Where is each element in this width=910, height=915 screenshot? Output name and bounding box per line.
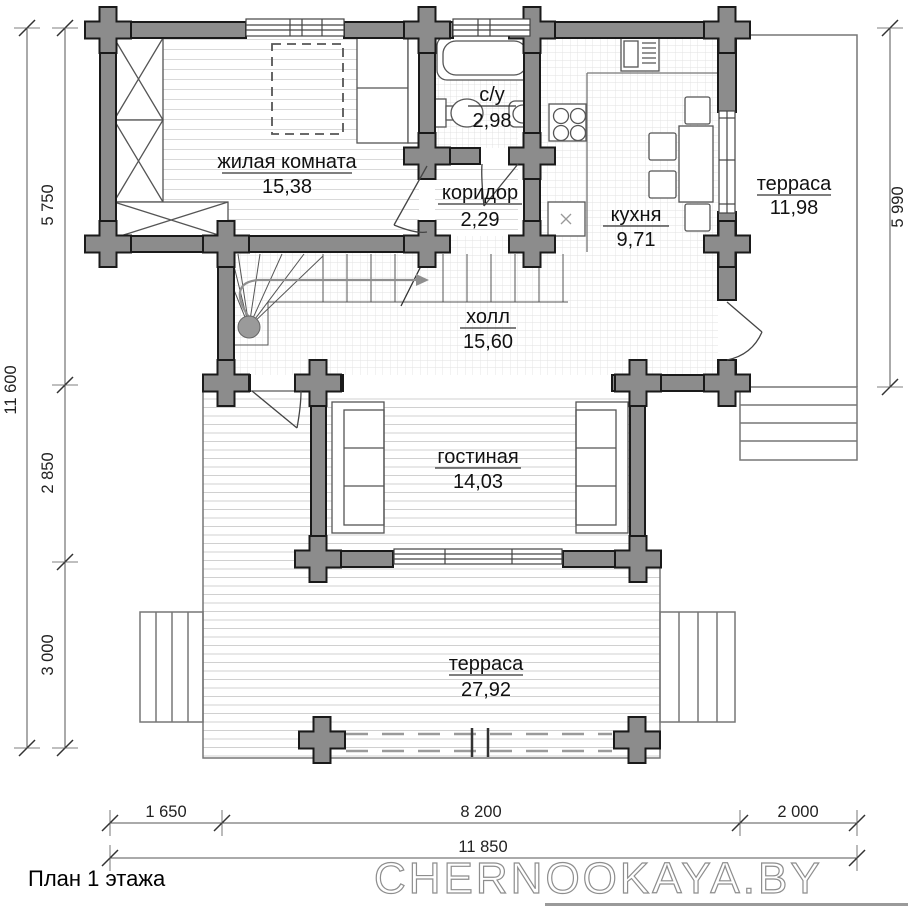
svg-text:терраса: терраса [448,653,524,675]
svg-text:гостиная: гостиная [437,446,519,468]
svg-text:9,71: 9,71 [616,229,656,251]
door-terrace [727,302,762,360]
room-label-terrace-right [757,173,832,219]
stove [549,104,586,141]
terrace-bottom-floor-left [203,391,311,758]
dim-label-left-total: 11 600 [2,365,20,415]
svg-text:15,60: 15,60 [462,331,514,353]
dim-label-left-mid: 2 850 [39,452,57,494]
svg-text:терраса: терраса [756,173,832,195]
svg-text:с/у: с/у [479,84,505,106]
dim-label-bottom-mid: 8 200 [460,803,502,821]
svg-text:11,98: 11,98 [769,197,819,219]
svg-text:2,98: 2,98 [472,110,512,132]
svg-text:кухня: кухня [610,204,662,226]
terrace-steps-right [660,612,735,722]
page-title: План 1 этажа [28,866,166,891]
sofa-right [576,402,628,533]
terrace-right-structure [736,35,857,460]
dim-label-left-top: 5 750 [39,184,57,226]
watermark-underline [545,903,908,906]
dim-label-bottom-left: 1 650 [145,803,187,821]
svg-text:жилая комната: жилая комната [217,151,357,173]
svg-text:14,03: 14,03 [452,471,504,493]
watermark-logo: CHERNOOKAYA.BY [374,854,823,903]
dim-label-left-bottom: 3 000 [39,634,57,676]
svg-text:холл: холл [466,306,510,328]
kitchen-sink-unit [548,202,585,236]
terrace-right-steps [740,387,857,460]
sofa-left [332,402,384,533]
floor-textures [116,38,718,758]
dim-label-bottom-right: 2 000 [777,803,819,821]
fridge [621,37,659,71]
svg-text:27,92: 27,92 [460,679,512,701]
window-bathroom [453,19,530,36]
window-living-room [246,19,344,36]
dining-table [679,126,713,202]
window-lounge [394,549,562,564]
window-kitchen [719,111,735,213]
bathtub [437,36,533,80]
stair-newel-post [238,316,260,338]
dim-label-right: 5 990 [889,186,907,228]
svg-text:2,29: 2,29 [460,209,500,231]
svg-text:15,38: 15,38 [261,176,313,198]
dim-label-bottom-total: 11 850 [458,838,508,856]
svg-text:коридор: коридор [441,182,519,204]
terrace-steps-left [140,612,203,722]
